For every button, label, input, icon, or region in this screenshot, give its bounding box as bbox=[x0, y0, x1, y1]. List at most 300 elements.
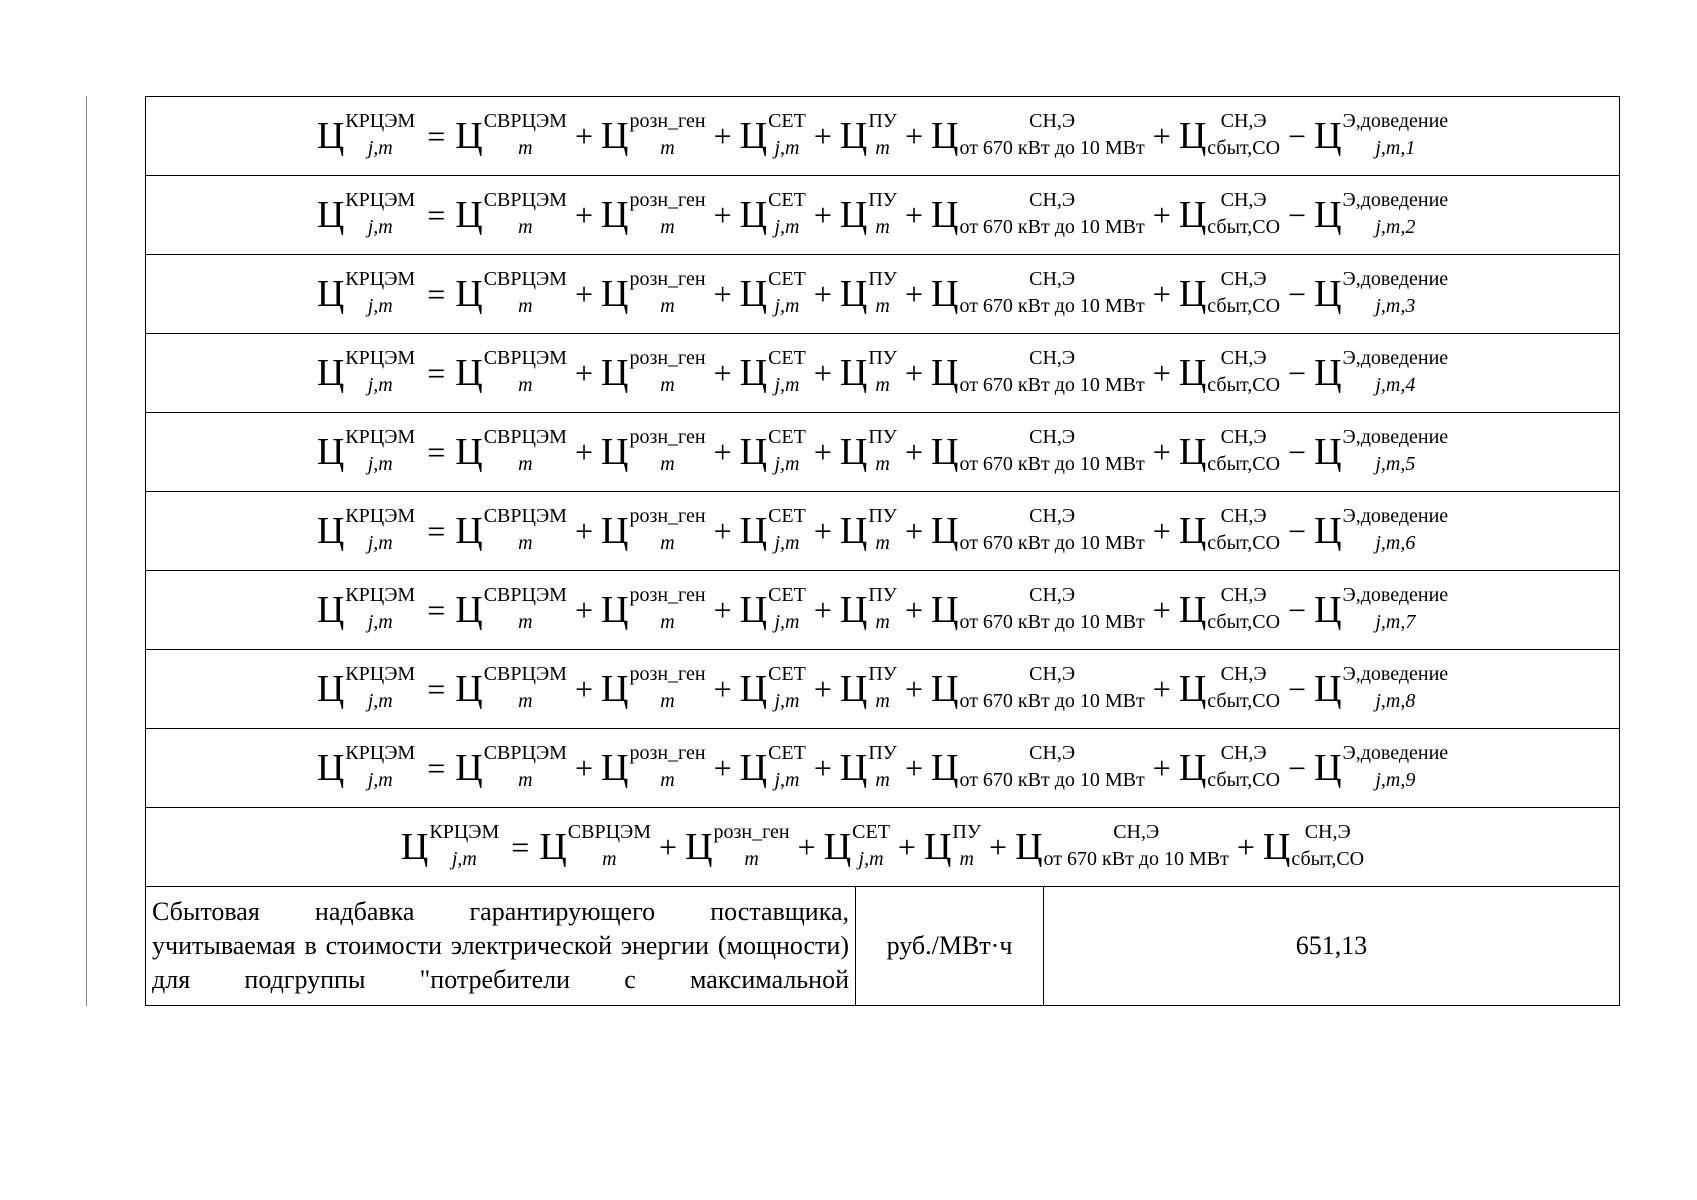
formula-term bbox=[539, 821, 652, 870]
formula-term-base: Ц bbox=[316, 194, 345, 236]
formula-term bbox=[823, 821, 890, 870]
formula-cell bbox=[146, 492, 1620, 571]
markup-value: 651,13 bbox=[1044, 887, 1620, 1006]
formula-term-base: Ц bbox=[931, 273, 959, 315]
formula-subscript: j,m bbox=[367, 453, 393, 475]
formula-term bbox=[839, 189, 897, 238]
formula-term bbox=[316, 426, 416, 475]
formula-term-base: Ц bbox=[1178, 589, 1207, 631]
formula-superscript: ПУ bbox=[868, 189, 897, 211]
formula-term bbox=[1314, 110, 1449, 159]
formula-subscript: от 670 кВт до 10 МВт bbox=[959, 137, 1145, 159]
formula-subscript: m bbox=[518, 453, 533, 475]
formula-operator: + bbox=[813, 197, 832, 233]
formula-superscript: Э,доведение bbox=[1342, 663, 1449, 685]
formula-subscript: m bbox=[518, 769, 533, 791]
formula-subscript: m bbox=[660, 611, 675, 633]
formula-operator: − bbox=[1288, 197, 1307, 233]
formula-term bbox=[931, 110, 1145, 159]
formula-operator: + bbox=[897, 829, 916, 865]
formula-term bbox=[316, 189, 416, 238]
formula-subscript: m bbox=[959, 848, 974, 870]
formula-term bbox=[839, 268, 897, 317]
formula-term bbox=[1178, 347, 1281, 396]
formula-term bbox=[931, 584, 1145, 633]
formula-term bbox=[739, 110, 806, 159]
formula-superscript: КРЦЭМ bbox=[345, 268, 416, 290]
formula-superscript: СВРЦЭМ bbox=[483, 742, 567, 764]
formula-operator: + bbox=[713, 513, 732, 549]
formula-term-base: Ц bbox=[1314, 510, 1342, 552]
formula-superscript: СН,Э bbox=[1220, 268, 1267, 290]
formula-term-base: Ц bbox=[316, 747, 345, 789]
formula-term bbox=[739, 584, 806, 633]
formula-superscript: розн_ген bbox=[713, 821, 790, 843]
formula-subscript: j,m bbox=[367, 690, 393, 712]
formula-term bbox=[455, 268, 567, 317]
formula-subscript: сбыт,СО bbox=[1207, 374, 1281, 396]
formula-operator: = bbox=[427, 197, 446, 233]
formula-term-base: Ц bbox=[1178, 273, 1207, 315]
formula-superscript: Э,доведение bbox=[1342, 426, 1449, 448]
formula-subscript: j,m bbox=[367, 374, 393, 396]
formula-subscript: m bbox=[518, 295, 533, 317]
formula-superscript: Э,доведение bbox=[1342, 742, 1449, 764]
formula-subscript: сбыт,СО bbox=[1207, 453, 1281, 475]
formula-term bbox=[1314, 426, 1449, 475]
formula-subscript: j,m,8 bbox=[1375, 690, 1416, 712]
formula-operator: + bbox=[1152, 434, 1171, 470]
formula-term bbox=[316, 742, 416, 791]
formula-operator: = bbox=[427, 434, 446, 470]
formula-row bbox=[146, 334, 1620, 413]
formula-superscript: СЕТ bbox=[768, 742, 806, 764]
formula-subscript: j,m,1 bbox=[1375, 137, 1416, 159]
formula-term-base: Ц bbox=[739, 194, 768, 236]
formula-term-base: Ц bbox=[455, 115, 483, 157]
formula-term bbox=[600, 663, 706, 712]
formula-term bbox=[1178, 742, 1281, 791]
formula-term-base: Ц bbox=[931, 115, 959, 157]
formula-term-base: Ц bbox=[1314, 194, 1342, 236]
formula-superscript: ПУ bbox=[868, 347, 897, 369]
formula-superscript: розн_ген bbox=[629, 426, 706, 448]
formula-superscript: ПУ bbox=[868, 268, 897, 290]
formula-term-base: Ц bbox=[1178, 352, 1207, 394]
formula-operator: + bbox=[813, 671, 832, 707]
formula-term bbox=[455, 110, 567, 159]
formula-term bbox=[1314, 268, 1449, 317]
formula-term-base: Ц bbox=[685, 826, 713, 868]
formula-subscript: m bbox=[518, 137, 533, 159]
formula-operator: − bbox=[1288, 118, 1307, 154]
formula-term-base: Ц bbox=[931, 352, 959, 394]
price-formula bbox=[316, 426, 1449, 475]
formula-cell bbox=[146, 808, 1620, 887]
formula-subscript: m bbox=[875, 374, 890, 396]
formula-operator: = bbox=[427, 513, 446, 549]
formula-operator: + bbox=[904, 197, 923, 233]
formula-term bbox=[316, 268, 416, 317]
formula-term bbox=[316, 505, 416, 554]
formula-term bbox=[739, 426, 806, 475]
formula-term bbox=[316, 110, 416, 159]
formula-subscript: m bbox=[744, 848, 759, 870]
formula-superscript: СВРЦЭМ bbox=[483, 189, 567, 211]
formula-term-base: Ц bbox=[1314, 668, 1342, 710]
formula-term bbox=[739, 347, 806, 396]
formula-operator: − bbox=[1288, 276, 1307, 312]
formula-term bbox=[455, 663, 567, 712]
formula-term-base: Ц bbox=[600, 352, 629, 394]
formula-subscript: j,m,5 bbox=[1375, 453, 1416, 475]
formula-superscript: ПУ bbox=[868, 505, 897, 527]
formula-operator: + bbox=[574, 592, 593, 628]
formula-term bbox=[739, 505, 806, 554]
formula-operator: = bbox=[427, 355, 446, 391]
formula-operator: + bbox=[904, 750, 923, 786]
formula-superscript: СН,Э bbox=[1113, 821, 1160, 843]
formula-term bbox=[839, 426, 897, 475]
formula-term-base: Ц bbox=[600, 431, 629, 473]
formula-operator: + bbox=[574, 197, 593, 233]
formula-term-base: Ц bbox=[823, 826, 852, 868]
formula-subscript: j,m,2 bbox=[1375, 216, 1416, 238]
formula-term-base: Ц bbox=[455, 431, 483, 473]
formula-operator: + bbox=[904, 118, 923, 154]
formula-term bbox=[600, 347, 706, 396]
formula-superscript: СН,Э bbox=[1220, 584, 1267, 606]
formula-subscript: от 670 кВт до 10 МВт bbox=[1043, 848, 1229, 870]
formula-term bbox=[839, 505, 897, 554]
markup-unit: руб./МВт·ч bbox=[856, 887, 1044, 1006]
formula-term bbox=[1178, 189, 1281, 238]
formula-subscript: m bbox=[875, 690, 890, 712]
formula-term-base: Ц bbox=[923, 826, 952, 868]
formula-term-base: Ц bbox=[316, 115, 345, 157]
formula-superscript: СН,Э bbox=[1029, 742, 1076, 764]
formula-term bbox=[1178, 268, 1281, 317]
formula-operator: + bbox=[904, 513, 923, 549]
formula-superscript: СН,Э bbox=[1220, 189, 1267, 211]
price-formula bbox=[316, 268, 1449, 317]
formula-term bbox=[839, 663, 897, 712]
formula-subscript: j,m bbox=[774, 137, 800, 159]
formula-subscript: j,m,4 bbox=[1375, 374, 1416, 396]
formula-term bbox=[923, 821, 982, 870]
formula-term-base: Ц bbox=[1314, 747, 1342, 789]
formula-subscript: m bbox=[602, 848, 617, 870]
formula-operator: + bbox=[1152, 671, 1171, 707]
formula-term-base: Ц bbox=[600, 273, 629, 315]
formula-term bbox=[1178, 110, 1281, 159]
formula-term bbox=[685, 821, 790, 870]
formula-term bbox=[316, 347, 416, 396]
formula-term-base: Ц bbox=[1314, 431, 1342, 473]
formula-operator: + bbox=[904, 434, 923, 470]
formula-operator: + bbox=[1152, 276, 1171, 312]
formula-operator: = bbox=[427, 671, 446, 707]
formula-subscript: m bbox=[660, 532, 675, 554]
formula-subscript: сбыт,СО bbox=[1207, 295, 1281, 317]
formula-superscript: СН,Э bbox=[1029, 584, 1076, 606]
formula-operator: + bbox=[797, 829, 816, 865]
formula-superscript: КРЦЭМ bbox=[345, 189, 416, 211]
formula-subscript: сбыт,СО bbox=[1207, 690, 1281, 712]
formula-term-base: Ц bbox=[839, 510, 868, 552]
formula-term-base: Ц bbox=[839, 668, 868, 710]
formula-subscript: m bbox=[660, 453, 675, 475]
formula-operator: + bbox=[713, 355, 732, 391]
formula-operator: = bbox=[427, 118, 446, 154]
formula-operator: + bbox=[1152, 513, 1171, 549]
formula-term-base: Ц bbox=[839, 352, 868, 394]
formula-term bbox=[931, 268, 1145, 317]
formula-subscript: j,m,7 bbox=[1375, 611, 1416, 633]
formula-subscript: сбыт,СО bbox=[1207, 216, 1281, 238]
formula-superscript: розн_ген bbox=[629, 347, 706, 369]
formula-superscript: ПУ bbox=[952, 821, 982, 843]
formula-cell bbox=[146, 650, 1620, 729]
formula-term-base: Ц bbox=[539, 826, 567, 868]
formula-term-base: Ц bbox=[455, 510, 483, 552]
formula-superscript: КРЦЭМ bbox=[345, 505, 416, 527]
formula-subscript: j,m bbox=[774, 769, 800, 791]
formula-superscript: СВРЦЭМ bbox=[483, 584, 567, 606]
formula-operator: + bbox=[713, 118, 732, 154]
formula-term bbox=[455, 347, 567, 396]
formula-operator: + bbox=[1152, 592, 1171, 628]
formula-term-base: Ц bbox=[316, 589, 345, 631]
formula-term bbox=[1314, 189, 1449, 238]
formula-subscript: j,m bbox=[367, 532, 393, 554]
formula-term bbox=[1178, 584, 1281, 633]
formula-term-base: Ц bbox=[400, 826, 429, 868]
formula-subscript: от 670 кВт до 10 МВт bbox=[959, 532, 1145, 554]
formula-rows bbox=[146, 97, 1620, 887]
formula-subscript: m bbox=[518, 532, 533, 554]
formula-operator: + bbox=[659, 829, 678, 865]
formula-operator: + bbox=[813, 434, 832, 470]
formula-cell bbox=[146, 255, 1620, 334]
formula-operator: = bbox=[427, 750, 446, 786]
formula-term-base: Ц bbox=[316, 668, 345, 710]
formula-row bbox=[146, 97, 1620, 176]
formula-term-base: Ц bbox=[1314, 115, 1342, 157]
price-formula bbox=[316, 742, 1449, 791]
formula-term-base: Ц bbox=[839, 194, 868, 236]
formula-term-base: Ц bbox=[739, 273, 768, 315]
formula-operator: + bbox=[713, 276, 732, 312]
formula-operator: − bbox=[1288, 513, 1307, 549]
formula-term-base: Ц bbox=[739, 115, 768, 157]
formula-superscript: Э,доведение bbox=[1342, 505, 1449, 527]
formula-subscript: m bbox=[875, 611, 890, 633]
formula-term bbox=[600, 189, 706, 238]
formula-operator: − bbox=[1288, 434, 1307, 470]
formula-superscript: розн_ген bbox=[629, 110, 706, 132]
formula-superscript: СВРЦЭМ bbox=[483, 347, 567, 369]
formula-term-base: Ц bbox=[931, 510, 959, 552]
formula-term-base: Ц bbox=[600, 589, 629, 631]
formula-operator: + bbox=[813, 513, 832, 549]
formula-operator: − bbox=[1288, 671, 1307, 707]
formula-superscript: СН,Э bbox=[1029, 347, 1076, 369]
formula-superscript: СЕТ bbox=[768, 347, 806, 369]
formula-term bbox=[1314, 584, 1449, 633]
formula-superscript: СН,Э bbox=[1029, 505, 1076, 527]
formula-superscript: Э,доведение bbox=[1342, 268, 1449, 290]
formula-term-base: Ц bbox=[839, 589, 868, 631]
formula-subscript: m bbox=[518, 690, 533, 712]
formula-term bbox=[455, 742, 567, 791]
formula-operator: + bbox=[574, 355, 593, 391]
formula-operator: + bbox=[904, 592, 923, 628]
formula-operator: − bbox=[1288, 355, 1307, 391]
formula-term bbox=[839, 347, 897, 396]
formula-subscript: j,m bbox=[774, 532, 800, 554]
formula-operator: + bbox=[713, 750, 732, 786]
formula-superscript: СВРЦЭМ bbox=[483, 663, 567, 685]
formula-term-base: Ц bbox=[739, 510, 768, 552]
formula-term-base: Ц bbox=[1314, 589, 1342, 631]
formula-subscript: сбыт,СО bbox=[1207, 137, 1281, 159]
formula-subscript: j,m bbox=[858, 848, 884, 870]
formula-superscript: розн_ген bbox=[629, 584, 706, 606]
formula-term-base: Ц bbox=[1178, 510, 1207, 552]
formula-operator: + bbox=[1152, 355, 1171, 391]
formula-superscript: СН,Э bbox=[1220, 742, 1267, 764]
formula-superscript: СН,Э bbox=[1029, 268, 1076, 290]
formula-term bbox=[931, 347, 1145, 396]
formula-cell bbox=[146, 176, 1620, 255]
formula-subscript: j,m bbox=[774, 216, 800, 238]
formula-term bbox=[600, 426, 706, 475]
formula-subscript: m bbox=[660, 769, 675, 791]
formula-term-base: Ц bbox=[1015, 826, 1043, 868]
markup-description: Сбытовая надбавка гарантирующего поставщика, учитываемая в стоимости электрической энергии (мощности) для подгруппы "потребители с максимальной bbox=[146, 887, 856, 1006]
formula-row bbox=[146, 571, 1620, 650]
formula-superscript: ПУ bbox=[868, 663, 897, 685]
formula-term-base: Ц bbox=[1178, 115, 1207, 157]
formula-subscript: от 670 кВт до 10 МВт bbox=[959, 611, 1145, 633]
formula-term bbox=[600, 584, 706, 633]
formula-term-base: Ц bbox=[1178, 431, 1207, 473]
formula-term bbox=[931, 742, 1145, 791]
formula-superscript: СН,Э bbox=[1220, 110, 1267, 132]
formula-term-base: Ц bbox=[316, 352, 345, 394]
formula-superscript: СН,Э bbox=[1029, 189, 1076, 211]
formula-superscript: КРЦЭМ bbox=[345, 663, 416, 685]
formula-term-base: Ц bbox=[1262, 826, 1291, 868]
formula-superscript: СЕТ bbox=[768, 189, 806, 211]
formula-superscript: СН,Э bbox=[1220, 663, 1267, 685]
formula-superscript: СВРЦЭМ bbox=[567, 821, 652, 843]
formula-term-base: Ц bbox=[316, 510, 345, 552]
formula-superscript: КРЦЭМ bbox=[345, 584, 416, 606]
formula-operator: + bbox=[574, 434, 593, 470]
formula-superscript: Э,доведение bbox=[1342, 189, 1449, 211]
formula-term-base: Ц bbox=[455, 273, 483, 315]
formula-term bbox=[931, 505, 1145, 554]
formula-row bbox=[146, 176, 1620, 255]
formula-superscript: СВРЦЭМ bbox=[483, 110, 567, 132]
formula-subscript: j,m bbox=[367, 611, 393, 633]
formula-operator: + bbox=[1236, 829, 1255, 865]
formula-superscript: розн_ген bbox=[629, 505, 706, 527]
price-formula bbox=[316, 584, 1449, 633]
formula-subscript: m bbox=[660, 216, 675, 238]
formula-term bbox=[1314, 663, 1449, 712]
formula-term-base: Ц bbox=[600, 115, 629, 157]
formula-subscript: j,m bbox=[774, 374, 800, 396]
formula-operator: + bbox=[813, 118, 832, 154]
formula-subscript: j,m bbox=[774, 690, 800, 712]
formula-subscript: m bbox=[518, 611, 533, 633]
formula-term bbox=[1178, 505, 1281, 554]
formula-term-base: Ц bbox=[600, 668, 629, 710]
formula-superscript: СЕТ bbox=[768, 505, 806, 527]
formula-term bbox=[316, 584, 416, 633]
formula-term bbox=[455, 189, 567, 238]
formula-term-base: Ц bbox=[739, 668, 768, 710]
formula-subscript: сбыт,СО bbox=[1207, 532, 1281, 554]
formula-term-base: Ц bbox=[600, 747, 629, 789]
formula-term bbox=[931, 663, 1145, 712]
formula-term bbox=[839, 742, 897, 791]
formula-operator: + bbox=[813, 276, 832, 312]
formula-row bbox=[146, 255, 1620, 334]
formula-operator: = bbox=[511, 829, 530, 865]
formula-term bbox=[739, 663, 806, 712]
formula-term-base: Ц bbox=[1178, 194, 1207, 236]
formula-subscript: m bbox=[518, 374, 533, 396]
formula-superscript: Э,доведение bbox=[1342, 110, 1449, 132]
formula-superscript: СН,Э bbox=[1220, 347, 1267, 369]
formula-superscript: Э,доведение bbox=[1342, 347, 1449, 369]
formula-term-base: Ц bbox=[1314, 352, 1342, 394]
formula-term-base: Ц bbox=[600, 510, 629, 552]
formula-operator: + bbox=[574, 750, 593, 786]
formula-term-base: Ц bbox=[839, 431, 868, 473]
page-margin-line bbox=[86, 96, 87, 1006]
formula-superscript: розн_ген bbox=[629, 742, 706, 764]
formula-term bbox=[455, 505, 567, 554]
formula-term-base: Ц bbox=[739, 431, 768, 473]
formula-subscript: m bbox=[518, 216, 533, 238]
formula-subscript: j,m bbox=[774, 453, 800, 475]
formula-superscript: СЕТ bbox=[768, 268, 806, 290]
formula-operator: + bbox=[574, 276, 593, 312]
formula-subscript: j,m,6 bbox=[1375, 532, 1416, 554]
price-formula bbox=[316, 347, 1449, 396]
formula-term-base: Ц bbox=[600, 194, 629, 236]
formula-term-base: Ц bbox=[455, 668, 483, 710]
formula-operator: − bbox=[1288, 592, 1307, 628]
formula-subscript: от 670 кВт до 10 МВт bbox=[959, 769, 1145, 791]
formula-subscript: m bbox=[660, 295, 675, 317]
formula-term-base: Ц bbox=[1178, 747, 1207, 789]
formula-row bbox=[146, 413, 1620, 492]
formula-superscript: розн_ген bbox=[629, 268, 706, 290]
formula-operator: + bbox=[713, 592, 732, 628]
formula-subscript: m bbox=[875, 532, 890, 554]
formula-operator: = bbox=[427, 276, 446, 312]
formula-term bbox=[839, 584, 897, 633]
formula-operator: + bbox=[574, 513, 593, 549]
formula-subscript: j,m bbox=[367, 216, 393, 238]
formula-term-base: Ц bbox=[839, 273, 868, 315]
